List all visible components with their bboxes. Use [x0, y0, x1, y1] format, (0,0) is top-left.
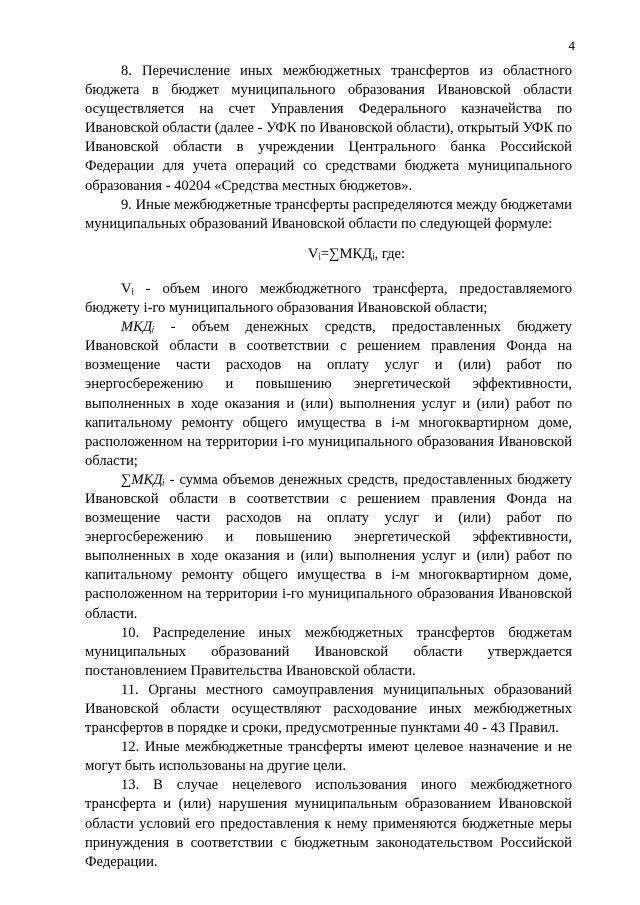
definition-v-symbol: Vᵢ — [121, 280, 134, 297]
document-body — [85, 62, 572, 872]
definition-mkd — [85, 318, 572, 471]
definition-sum-mkd-symbol: ∑МКДᵢ — [121, 471, 165, 488]
paragraph-12: 12. Иные межбюджетные трансферты имеют целевое назначение и не могут быть использованы на другие цели. — [85, 739, 572, 775]
paragraph-8: 8. Перечисление иных межбюджетных трансфертов из областного бюджета в бюджет муниципального образования Ивановской области осуществляется на счет Управления Федерального казначейства по Ивановской области (далее - УФК по Ивановской области), открытый УФК по Ивановской области в учреждении Центрального банка Российской Федерации для учета операций со средствами бюджета муниципального образования - 40204 «Средства местных бюджетов». — [85, 63, 572, 194]
page-number: 4 — [568, 38, 575, 53]
definition-sum-mkd-text: - сумма объемов денежных средств, предоставленных бюджету Ивановской области в соответствии с решением правления Фонда на возмещение части расходов на оплату услуг и (или) работ по энергосбережению и повышению энергетической эффективности, выполненных в ходе оказания и (или) выполнения услуг и (или) работ по капитальному ремонту общего имущества в i-м многоквартирном доме, расположенном на территории i-го муниципального образования Ивановской области. — [85, 471, 572, 622]
definition-v-text: - объем иного межбюджетного трансферта, предоставляемого бюджету i-го муниципального образования Ивановской области; — [85, 280, 572, 317]
definition-mkd-text: - объем денежных средств, предоставленных бюджету Ивановской области в соответствии с решением правления Фонда на возмещение части расходов на оплату услуг и (или) работ по энергосбережению и повышению энергетической эффективности, выполненных в ходе оказания и (или) выполнения услуг и (или) работ по капитальному ремонту общего имущества в i-м многоквартирном доме, расположенном на территории i-го муниципального образования Ивановской области; — [85, 319, 572, 469]
paragraph-9: 9. Иные межбюджетные трансферты распределяются между бюджетами муниципальных образований Ивановской области по следующей формуле: — [85, 196, 572, 232]
definition-sum-mkd — [85, 471, 572, 624]
definition-v — [85, 280, 572, 318]
formula: Vᵢ=∑МКДᵢ, где: — [307, 245, 406, 262]
paragraph-10: 10. Распределение иных межбюджетных трансфертов бюджетам муниципальных образований Ивановской области утверждается постановлением Правительства Ивановской области. — [85, 624, 572, 679]
paragraph-11: 11. Органы местного самоуправления муниципальных образований Ивановской области осуществляют расходование иных межбюджетных трансфертов в порядке и сроки, предусмотренные пунктами 40 - 43 Правил. — [85, 681, 572, 737]
paragraph-13: 13. В случае нецелевого использования иного межбюджетного трансферта и (или) нарушения муниципальным образованием Ивановской области условий его предоставления к нему применяются бюджетные меры принуждения в соответствии с бюджетным законодательством Российской Федерации. — [85, 777, 572, 870]
definition-mkd-symbol: МКДᵢ — [121, 319, 155, 336]
